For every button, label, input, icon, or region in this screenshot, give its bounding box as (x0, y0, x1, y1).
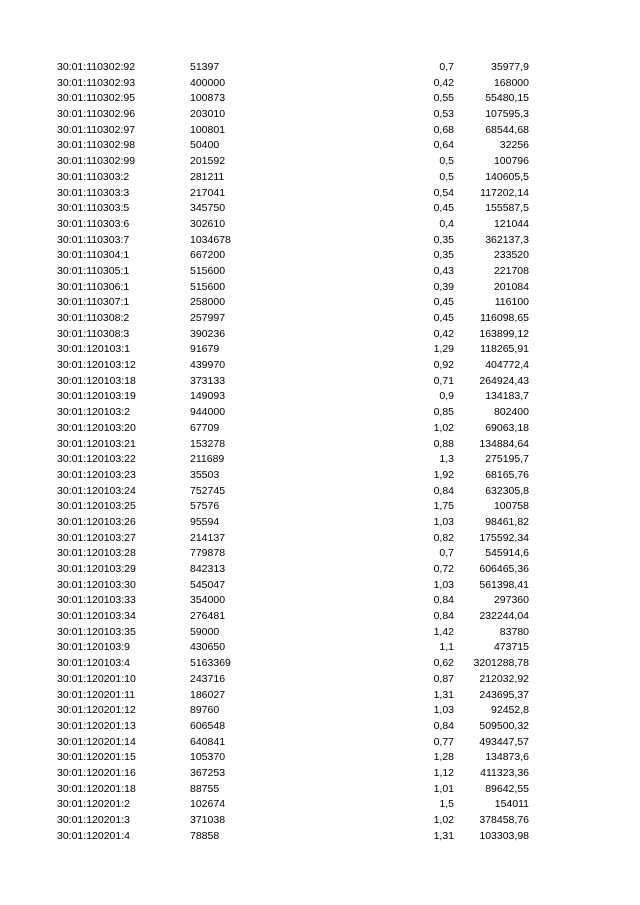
table-row (57, 76, 529, 92)
area-value-cell: 186027 (190, 688, 226, 701)
table-row (57, 593, 529, 609)
computed-value-cell: 802400 (493, 406, 529, 419)
cadastral-number-cell: 30:01:120201:4 (57, 829, 130, 842)
area-value-cell: 944000 (190, 406, 226, 419)
computed-value-cell: 68544,68 (485, 123, 529, 136)
area-value-cell: 89760 (190, 704, 220, 717)
coefficient-cell: 1,42 (433, 625, 454, 638)
table-row (57, 138, 529, 154)
computed-value-cell: 134183,7 (485, 390, 529, 403)
computed-value-cell: 83780 (499, 625, 529, 638)
coefficient-cell: 0,71 (433, 374, 454, 387)
table-row (57, 91, 529, 107)
cadastral-number-cell: 30:01:120103:12 (57, 359, 136, 372)
table-row (57, 248, 529, 264)
area-value-cell: 88755 (190, 782, 220, 795)
table-row (57, 484, 529, 500)
computed-value-cell: 55480,15 (485, 92, 529, 105)
area-value-cell: 390236 (190, 327, 226, 340)
table-row (57, 531, 529, 547)
coefficient-cell: 0,77 (433, 735, 454, 748)
coefficient-cell: 0,7 (439, 547, 454, 560)
area-value-cell: 371038 (190, 814, 226, 826)
computed-value-cell: 3201288,78 (473, 657, 529, 670)
cadastral-number-cell: 30:01:120103:25 (57, 500, 136, 513)
cadastral-number-cell: 30:01:120201:15 (57, 751, 136, 764)
cadastral-number-cell: 30:01:120103:30 (57, 578, 136, 591)
cadastral-number-cell: 30:01:120103:33 (57, 594, 136, 607)
cadastral-number-cell: 30:01:120103:1 (57, 343, 130, 356)
computed-value-cell: 116098,65 (480, 312, 529, 324)
table-row (57, 342, 529, 358)
table-row (57, 170, 529, 186)
computed-value-cell: 32256 (499, 139, 529, 152)
computed-value-cell: 107595,3 (485, 108, 529, 121)
area-value-cell: 105370 (190, 751, 226, 764)
table-row (57, 703, 529, 719)
area-value-cell: 302610 (190, 217, 226, 230)
coefficient-cell: 0,45 (433, 202, 454, 215)
cadastral-number-cell: 30:01:120103:29 (57, 563, 136, 575)
coefficient-cell: 0,5 (439, 155, 454, 168)
cadastral-number-cell: 30:01:110302:98 (57, 139, 136, 152)
coefficient-cell: 1,1 (439, 641, 454, 654)
area-value-cell: 51397 (190, 61, 220, 73)
table-row (57, 107, 529, 123)
computed-value-cell: 168000 (493, 76, 529, 89)
area-value-cell: 354000 (190, 594, 226, 607)
coefficient-cell: 0,84 (433, 484, 454, 497)
coefficient-cell: 1,31 (433, 829, 454, 842)
computed-value-cell: 362137,3 (485, 233, 529, 246)
table-row (57, 452, 529, 468)
table-row (57, 797, 529, 813)
area-value-cell: 217041 (190, 186, 226, 199)
computed-value-cell: 411323,36 (480, 766, 529, 779)
table-row (57, 123, 529, 139)
computed-value-cell: 98461,82 (485, 515, 529, 528)
table-row (57, 640, 529, 656)
area-value-cell: 515600 (190, 280, 226, 293)
coefficient-cell: 0,88 (433, 437, 454, 450)
cadastral-number-cell: 30:01:110303:5 (57, 202, 130, 215)
computed-value-cell: 221708 (493, 264, 529, 277)
coefficient-cell: 1,03 (433, 515, 454, 528)
coefficient-cell: 0,92 (433, 359, 454, 372)
coefficient-cell: 0,35 (433, 249, 454, 262)
area-value-cell: 667200 (190, 249, 226, 262)
area-value-cell: 439970 (190, 359, 226, 372)
area-value-cell: 203010 (190, 108, 226, 121)
cadastral-number-cell: 30:01:120103:20 (57, 421, 136, 434)
coefficient-cell: 0,55 (433, 92, 454, 105)
table-row (57, 358, 529, 374)
cadastral-number-cell: 30:01:110306:1 (57, 280, 130, 293)
table-row (57, 264, 529, 280)
cadastral-number-cell: 30:01:120201:14 (57, 735, 136, 748)
coefficient-cell: 1,02 (433, 814, 454, 826)
cadastral-number-cell: 30:01:120201:12 (57, 704, 136, 717)
area-value-cell: 59000 (190, 625, 220, 638)
computed-value-cell: 404772,4 (485, 359, 529, 372)
table-row (57, 374, 529, 390)
table-row (57, 735, 529, 751)
computed-value-cell: 561398,41 (479, 578, 529, 591)
cadastral-number-cell: 30:01:120201:2 (57, 798, 130, 811)
cadastral-number-cell: 30:01:120103:2 (57, 406, 130, 419)
table-row (57, 405, 529, 421)
table-row (57, 468, 529, 484)
cadastral-number-cell: 30:01:110304:1 (57, 249, 130, 262)
cadastral-number-cell: 30:01:120103:21 (57, 437, 136, 450)
area-value-cell: 102674 (190, 798, 226, 811)
computed-value-cell: 117202,14 (480, 186, 529, 199)
coefficient-cell: 0,39 (433, 280, 454, 293)
computed-value-cell: 232244,04 (479, 610, 529, 623)
coefficient-cell: 0,9 (439, 390, 454, 403)
table-row (57, 154, 529, 170)
table-body (57, 60, 529, 844)
computed-value-cell: 92452,8 (491, 704, 529, 717)
table-row (57, 750, 529, 766)
table-row (57, 688, 529, 704)
area-value-cell: 78858 (190, 829, 220, 842)
cadastral-number-cell: 30:01:120103:35 (57, 625, 136, 638)
table-row (57, 201, 529, 217)
computed-value-cell: 89642,55 (485, 782, 529, 795)
coefficient-cell: 1,03 (433, 578, 454, 591)
cadastral-number-cell: 30:01:110302:99 (57, 155, 136, 168)
cadastral-number-cell: 30:01:110303:3 (57, 186, 130, 199)
computed-value-cell: 103303,98 (479, 829, 529, 842)
cadastral-number-cell: 30:01:120201:10 (57, 672, 136, 685)
coefficient-cell: 0,42 (433, 327, 454, 340)
cadastral-number-cell: 30:01:120103:22 (57, 453, 136, 466)
table-row (57, 499, 529, 515)
computed-value-cell: 163899,12 (479, 327, 529, 340)
table-row (57, 311, 529, 327)
coefficient-cell: 0,43 (433, 264, 454, 277)
computed-value-cell: 509500,32 (479, 719, 529, 732)
table-row (57, 327, 529, 343)
table-row (57, 719, 529, 735)
coefficient-cell: 1,03 (433, 704, 454, 717)
table-row (57, 813, 529, 829)
area-value-cell: 430650 (190, 641, 226, 654)
table-row (57, 609, 529, 625)
coefficient-cell: 0,72 (433, 563, 454, 575)
area-value-cell: 606548 (190, 719, 226, 732)
coefficient-cell: 1,31 (433, 688, 454, 701)
coefficient-cell: 0,4 (439, 217, 454, 230)
area-value-cell: 149093 (190, 390, 226, 403)
coefficient-cell: 1,12 (433, 766, 454, 779)
cadastral-number-cell: 30:01:120103:24 (57, 484, 136, 497)
area-value-cell: 95594 (190, 515, 220, 528)
computed-value-cell: 212032,92 (479, 672, 529, 685)
area-value-cell: 201592 (190, 155, 226, 168)
area-value-cell: 842313 (190, 563, 226, 575)
area-value-cell: 345750 (190, 202, 226, 215)
computed-value-cell: 68165,76 (485, 468, 529, 481)
cadastral-data-table (57, 60, 529, 844)
area-value-cell: 400000 (190, 76, 226, 89)
cadastral-number-cell: 30:01:120103:26 (57, 515, 136, 528)
cadastral-number-cell: 30:01:120103:28 (57, 547, 136, 560)
area-value-cell: 57576 (190, 500, 220, 513)
computed-value-cell: 264924,43 (479, 374, 529, 387)
coefficient-cell: 1,28 (433, 751, 454, 764)
table-row (57, 217, 529, 233)
computed-value-cell: 134884,64 (479, 437, 529, 450)
cadastral-number-cell: 30:01:120103:19 (57, 390, 136, 403)
computed-value-cell: 297360 (493, 594, 529, 607)
area-value-cell: 515600 (190, 264, 226, 277)
area-value-cell: 100873 (190, 92, 226, 105)
table-row (57, 578, 529, 594)
coefficient-cell: 1,75 (433, 500, 454, 513)
cadastral-number-cell: 30:01:120103:4 (57, 657, 130, 670)
table-row (57, 829, 529, 845)
cadastral-number-cell: 30:01:120103:18 (57, 374, 136, 387)
area-value-cell: 214137 (190, 531, 226, 544)
computed-value-cell: 233520 (493, 249, 529, 262)
computed-value-cell: 201084 (493, 280, 529, 293)
table-row (57, 389, 529, 405)
cadastral-number-cell: 30:01:120201:16 (57, 766, 136, 779)
computed-value-cell: 175592,34 (479, 531, 529, 544)
coefficient-cell: 0,42 (433, 76, 454, 89)
cadastral-number-cell: 30:01:110302:97 (57, 123, 136, 136)
area-value-cell: 243716 (190, 672, 226, 685)
coefficient-cell: 0,54 (433, 186, 454, 199)
computed-value-cell: 69063,18 (485, 421, 529, 434)
cadastral-number-cell: 30:01:110303:2 (57, 170, 130, 183)
coefficient-cell: 0,84 (433, 610, 454, 623)
coefficient-cell: 0,87 (433, 672, 454, 685)
coefficient-cell: 1,92 (433, 468, 454, 481)
cadastral-number-cell: 30:01:120103:27 (57, 531, 136, 544)
cadastral-number-cell: 30:01:120201:3 (57, 814, 130, 826)
table-row (57, 295, 529, 311)
cadastral-number-cell: 30:01:110302:93 (57, 76, 136, 89)
table-row (57, 60, 529, 76)
computed-value-cell: 100758 (493, 500, 529, 513)
area-value-cell: 779878 (190, 547, 226, 560)
computed-value-cell: 493447,57 (479, 735, 529, 748)
area-value-cell: 281211 (190, 170, 225, 183)
area-value-cell: 258000 (190, 296, 226, 309)
computed-value-cell: 155587,5 (485, 202, 529, 215)
cadastral-number-cell: 30:01:110308:3 (57, 327, 130, 340)
area-value-cell: 35503 (190, 468, 220, 481)
area-value-cell: 91679 (190, 343, 220, 356)
coefficient-cell: 1,3 (439, 453, 454, 466)
computed-value-cell: 378458,76 (479, 814, 529, 826)
computed-value-cell: 154011 (494, 798, 529, 811)
coefficient-cell: 0,45 (433, 296, 454, 309)
computed-value-cell: 118265,91 (480, 343, 529, 356)
table-row (57, 546, 529, 562)
area-value-cell: 640841 (190, 735, 226, 748)
table-row (57, 766, 529, 782)
area-value-cell: 67709 (190, 421, 220, 434)
area-value-cell: 211689 (190, 453, 225, 466)
coefficient-cell: 0,82 (433, 531, 454, 544)
coefficient-cell: 0,7 (439, 61, 454, 73)
computed-value-cell: 134873,6 (485, 751, 529, 764)
coefficient-cell: 1,29 (433, 343, 454, 356)
coefficient-cell: 0,62 (433, 657, 454, 670)
computed-value-cell: 243695,37 (479, 688, 529, 701)
computed-value-cell: 632305,8 (485, 484, 529, 497)
coefficient-cell: 1,5 (439, 798, 454, 811)
table-row (57, 280, 529, 296)
coefficient-cell: 0,68 (433, 123, 454, 136)
cadastral-number-cell: 30:01:110302:92 (57, 61, 136, 73)
coefficient-cell: 1,01 (433, 782, 454, 795)
coefficient-cell: 0,35 (433, 233, 454, 246)
table-row (57, 515, 529, 531)
cadastral-number-cell: 30:01:110302:96 (57, 108, 136, 121)
cadastral-number-cell: 30:01:120201:18 (57, 782, 136, 795)
computed-value-cell: 275195,7 (485, 453, 529, 466)
area-value-cell: 367253 (190, 766, 226, 779)
table-row (57, 437, 529, 453)
area-value-cell: 257997 (190, 312, 226, 324)
table-row (57, 625, 529, 641)
area-value-cell: 545047 (190, 578, 226, 591)
computed-value-cell: 121044 (493, 217, 529, 230)
cadastral-number-cell: 30:01:120103:34 (57, 610, 136, 623)
coefficient-cell: 0,45 (433, 312, 454, 324)
coefficient-cell: 0,84 (433, 594, 454, 607)
computed-value-cell: 35977,9 (491, 61, 529, 73)
computed-value-cell: 116100 (494, 296, 529, 309)
area-value-cell: 5163369 (190, 657, 231, 670)
table-row (57, 562, 529, 578)
cadastral-number-cell: 30:01:120103:9 (57, 641, 130, 654)
area-value-cell: 276481 (190, 610, 226, 623)
cadastral-number-cell: 30:01:110302:95 (57, 92, 136, 105)
area-value-cell: 373133 (190, 374, 226, 387)
table-row (57, 656, 529, 672)
area-value-cell: 153278 (190, 437, 226, 450)
cadastral-number-cell: 30:01:110305:1 (57, 264, 130, 277)
table-row (57, 421, 529, 437)
cadastral-number-cell: 30:01:110308:2 (57, 312, 130, 324)
computed-value-cell: 606465,36 (479, 563, 529, 575)
coefficient-cell: 0,64 (433, 139, 454, 152)
area-value-cell: 1034678 (190, 233, 231, 246)
table-row (57, 672, 529, 688)
coefficient-cell: 1,02 (433, 421, 454, 434)
cadastral-number-cell: 30:01:120103:23 (57, 468, 136, 481)
table-row (57, 782, 529, 798)
computed-value-cell: 473715 (493, 641, 529, 654)
cadastral-number-cell: 30:01:120201:13 (57, 719, 136, 732)
cadastral-number-cell: 30:01:110303:6 (57, 217, 130, 230)
coefficient-cell: 0,85 (433, 406, 454, 419)
area-value-cell: 100801 (190, 123, 226, 136)
cadastral-number-cell: 30:01:110303:7 (57, 233, 130, 246)
computed-value-cell: 545914,6 (485, 547, 529, 560)
area-value-cell: 50400 (190, 139, 220, 152)
coefficient-cell: 0,84 (433, 719, 454, 732)
table-row (57, 233, 529, 249)
table-row (57, 186, 529, 202)
cadastral-number-cell: 30:01:120201:11 (57, 688, 136, 701)
coefficient-cell: 0,5 (439, 170, 454, 183)
computed-value-cell: 140605,5 (485, 170, 529, 183)
computed-value-cell: 100796 (493, 155, 529, 168)
coefficient-cell: 0,53 (433, 108, 454, 121)
cadastral-number-cell: 30:01:110307:1 (57, 296, 130, 309)
area-value-cell: 752745 (190, 484, 226, 497)
